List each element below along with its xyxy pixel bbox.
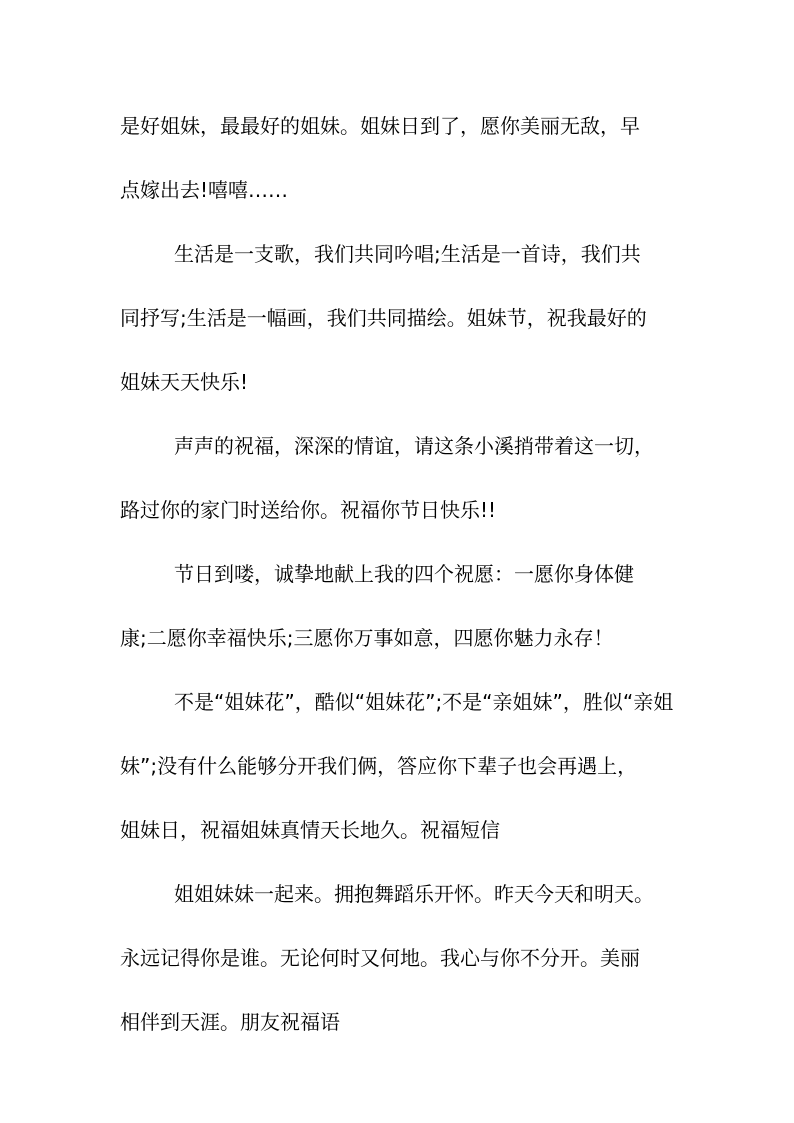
text-line: 相伴到天涯。朋友祝福语 [120,1010,340,1034]
text-line: 姐妹天天快乐! [120,370,249,394]
text-line: 不是“姐妹花”，酷似“姐妹花”;不是“亲姐妹”，胜似“亲姐 [174,690,674,714]
text-line: 同抒写;生活是一幅画，我们共同描绘。姐妹节，祝我最好的 [120,306,647,330]
text-line: 路过你的家门时送给你。祝福你节日快乐!! [120,498,497,522]
text-line: 声声的祝福，深深的情谊，请这条小溪捎带着这一切， [174,434,654,458]
text-line: 康;二愿你幸福快乐;三愿你万事如意，四愿你魅力永存！ [120,626,614,650]
text-line: 永远记得你是谁。无论何时又何地。我心与你不分开。美丽 [120,946,640,970]
text-line: 是好姐妹，最最好的姐妹。姐妹日到了，愿你美丽无敌，早 [120,114,640,138]
text-line: 节日到喽，诚挚地献上我的四个祝愿：一愿你身体健 [174,562,634,586]
text-line: 姐妹日，祝福姐妹真情天长地久。祝福短信 [120,818,500,842]
text-line: 生活是一支歌，我们共同吟唱;生活是一首诗，我们共 [174,242,641,266]
text-line: 点嫁出去!嘻嘻…… [120,178,289,202]
text-line: 姐姐妹妹一起来。拥抱舞蹈乐开怀。昨天今天和明天。 [174,882,654,906]
text-line: 妹”;没有什么能够分开我们俩，答应你下辈子也会再遇上， [120,754,638,778]
